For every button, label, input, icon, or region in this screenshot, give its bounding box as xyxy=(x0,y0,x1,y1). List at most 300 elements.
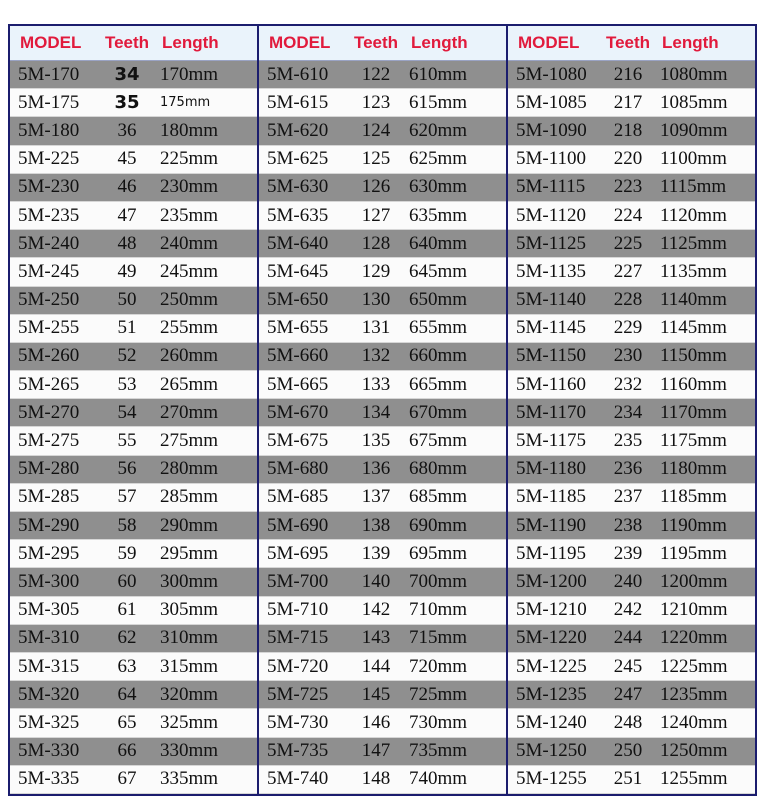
length-cell: 730mm xyxy=(409,711,468,733)
teeth-cell: 225 xyxy=(613,232,643,254)
table-row xyxy=(10,568,257,596)
teeth-cell: 234 xyxy=(613,401,643,423)
teeth-cell: 220 xyxy=(613,148,643,170)
length-cell: 225mm xyxy=(160,148,219,170)
teeth-cell: 216 xyxy=(613,63,643,85)
teeth-cell: 224 xyxy=(613,204,643,226)
teeth-cell: 148 xyxy=(361,768,391,790)
teeth-cell: 59 xyxy=(117,542,137,564)
length-cell: 610mm xyxy=(409,63,468,85)
model-cell: 5M-285 xyxy=(18,486,80,508)
table-row xyxy=(259,287,506,315)
length-cell: 300mm xyxy=(160,570,219,592)
table-row xyxy=(10,230,257,258)
teeth-cell: 140 xyxy=(361,570,391,592)
teeth-cell: 47 xyxy=(117,204,137,226)
table-row xyxy=(10,456,257,484)
model-cell: 5M-1190 xyxy=(516,514,587,536)
table-row xyxy=(259,399,506,427)
teeth-cell: 232 xyxy=(613,373,643,395)
model-cell: 5M-275 xyxy=(18,430,80,452)
model-cell: 5M-225 xyxy=(18,148,80,170)
teeth-cell: 146 xyxy=(361,711,391,733)
table-row xyxy=(10,709,257,737)
length-cell: 715mm xyxy=(409,627,468,649)
teeth-cell: 133 xyxy=(361,373,391,395)
teeth-cell: 57 xyxy=(117,486,137,508)
model-cell: 5M-690 xyxy=(267,514,329,536)
table-header xyxy=(508,26,755,61)
length-cell: 615mm xyxy=(409,91,468,113)
length-cell: 330mm xyxy=(160,740,219,762)
table-row xyxy=(259,315,506,343)
teeth-cell: 217 xyxy=(613,91,643,113)
length-cell: 685mm xyxy=(409,486,468,508)
length-cell: 310mm xyxy=(160,627,219,649)
model-cell: 5M-675 xyxy=(267,430,329,452)
model-cell: 5M-305 xyxy=(18,599,80,621)
length-cell: 1210mm xyxy=(660,599,728,621)
model-cell: 5M-650 xyxy=(267,289,329,311)
table-row xyxy=(259,512,506,540)
table-body xyxy=(259,61,506,794)
teeth-cell: 124 xyxy=(361,119,391,141)
length-cell: 1170mm xyxy=(660,401,727,423)
length-cell: 690mm xyxy=(409,514,468,536)
table-row xyxy=(508,540,755,568)
table-row xyxy=(10,146,257,174)
model-cell: 5M-1150 xyxy=(516,345,587,367)
teeth-cell: 228 xyxy=(613,289,643,311)
table-row xyxy=(259,371,506,399)
length-cell: 315mm xyxy=(160,655,219,677)
table-row xyxy=(10,202,257,230)
length-cell: 700mm xyxy=(409,570,468,592)
table-row xyxy=(10,427,257,455)
teeth-cell: 238 xyxy=(613,514,643,536)
table-row xyxy=(259,766,506,794)
model-cell: 5M-730 xyxy=(267,711,329,733)
length-cell: 1135mm xyxy=(660,260,727,282)
teeth-cell: 61 xyxy=(117,599,137,621)
teeth-cell: 136 xyxy=(361,458,391,480)
length-cell: 1100mm xyxy=(660,148,727,170)
teeth-cell: 45 xyxy=(117,148,137,170)
length-cell: 675mm xyxy=(409,430,468,452)
model-cell: 5M-720 xyxy=(267,655,329,677)
model-cell: 5M-1125 xyxy=(516,232,587,254)
model-cell: 5M-280 xyxy=(18,458,80,480)
table-row xyxy=(508,174,755,202)
table-row xyxy=(508,258,755,286)
teeth-cell: 143 xyxy=(361,627,391,649)
teeth-cell: 237 xyxy=(613,486,643,508)
teeth-cell: 50 xyxy=(117,289,137,311)
model-cell: 5M-170 xyxy=(18,63,80,85)
teeth-cell: 130 xyxy=(361,289,391,311)
teeth-cell: 145 xyxy=(361,683,391,705)
model-cell: 5M-315 xyxy=(18,655,80,677)
table-row xyxy=(10,399,257,427)
length-cell: 1235mm xyxy=(660,683,728,705)
length-cell: 630mm xyxy=(409,176,468,198)
model-cell: 5M-1160 xyxy=(516,373,587,395)
length-cell: 720mm xyxy=(409,655,468,677)
table-row xyxy=(10,625,257,653)
teeth-cell: 127 xyxy=(361,204,391,226)
table-row xyxy=(259,117,506,145)
teeth-cell: 138 xyxy=(361,514,391,536)
table-row xyxy=(259,343,506,371)
belt-size-table xyxy=(8,24,757,796)
model-cell: 5M-1175 xyxy=(516,430,587,452)
table-row xyxy=(259,258,506,286)
table-row xyxy=(508,597,755,625)
table-row xyxy=(508,399,755,427)
model-cell: 5M-740 xyxy=(267,768,329,790)
model-cell: 5M-300 xyxy=(18,570,80,592)
length-cell: 640mm xyxy=(409,232,468,254)
table-row xyxy=(259,61,506,89)
table-row xyxy=(259,484,506,512)
teeth-cell: 67 xyxy=(117,768,137,790)
teeth-cell: 242 xyxy=(613,599,643,621)
table-row xyxy=(10,484,257,512)
teeth-cell: 236 xyxy=(613,458,643,480)
teeth-cell: 36 xyxy=(117,119,137,141)
model-cell: 5M-645 xyxy=(267,260,329,282)
table-row xyxy=(508,484,755,512)
length-cell: 635mm xyxy=(409,204,468,226)
table-header xyxy=(259,26,506,61)
header-teeth: Teeth xyxy=(104,33,150,52)
teeth-cell: 128 xyxy=(361,232,391,254)
table-row xyxy=(508,625,755,653)
teeth-cell: 125 xyxy=(361,148,391,170)
model-cell: 5M-695 xyxy=(267,542,329,564)
teeth-cell: 218 xyxy=(613,119,643,141)
table-row xyxy=(10,258,257,286)
length-cell: 250mm xyxy=(160,289,219,311)
teeth-cell: 46 xyxy=(117,176,137,198)
table-row xyxy=(10,766,257,794)
length-cell: 1150mm xyxy=(660,345,727,367)
length-cell: 1190mm xyxy=(660,514,727,536)
model-cell: 5M-230 xyxy=(18,176,80,198)
length-cell: 1220mm xyxy=(660,627,728,649)
header-length: Length xyxy=(162,33,219,52)
model-cell: 5M-710 xyxy=(267,599,329,621)
table-row xyxy=(508,287,755,315)
model-cell: 5M-1145 xyxy=(516,317,587,339)
length-cell: 290mm xyxy=(160,514,219,536)
model-cell: 5M-1090 xyxy=(516,119,587,141)
teeth-cell: 132 xyxy=(361,345,391,367)
table-row xyxy=(259,625,506,653)
length-cell: 1195mm xyxy=(660,542,727,564)
table-row xyxy=(508,343,755,371)
length-cell: 170mm xyxy=(160,63,219,85)
table-row xyxy=(10,681,257,709)
model-cell: 5M-265 xyxy=(18,373,80,395)
teeth-cell: 122 xyxy=(361,63,391,85)
table-row xyxy=(508,202,755,230)
table-row xyxy=(259,681,506,709)
table-row xyxy=(10,371,257,399)
teeth-cell: 66 xyxy=(117,740,137,762)
model-cell: 5M-1140 xyxy=(516,289,587,311)
length-cell: 1225mm xyxy=(660,655,728,677)
model-cell: 5M-1170 xyxy=(516,401,587,423)
model-cell: 5M-630 xyxy=(267,176,329,198)
teeth-cell: 123 xyxy=(361,91,391,113)
model-cell: 5M-665 xyxy=(267,373,329,395)
teeth-cell: 58 xyxy=(117,514,137,536)
model-cell: 5M-1250 xyxy=(516,740,587,762)
teeth-cell: 230 xyxy=(613,345,643,367)
model-cell: 5M-180 xyxy=(18,119,80,141)
length-cell: 305mm xyxy=(160,599,219,621)
teeth-cell: 53 xyxy=(117,373,137,395)
length-cell: 1240mm xyxy=(660,711,728,733)
length-cell: 1080mm xyxy=(660,63,728,85)
teeth-cell: 137 xyxy=(361,486,391,508)
model-cell: 5M-240 xyxy=(18,232,80,254)
model-cell: 5M-335 xyxy=(18,768,80,790)
length-cell: 230mm xyxy=(160,176,219,198)
header-model: MODEL xyxy=(20,33,82,52)
table-panel-2 xyxy=(259,26,508,794)
length-cell: 620mm xyxy=(409,119,468,141)
teeth-cell: 135 xyxy=(361,430,391,452)
length-cell: 650mm xyxy=(409,289,468,311)
table-row xyxy=(259,568,506,596)
table-row xyxy=(508,315,755,343)
model-cell: 5M-725 xyxy=(267,683,329,705)
teeth-cell: 54 xyxy=(117,401,137,423)
length-cell: 725mm xyxy=(409,683,468,705)
length-cell: 1160mm xyxy=(660,373,727,395)
model-cell: 5M-1085 xyxy=(516,91,587,113)
table-row xyxy=(508,456,755,484)
length-cell: 320mm xyxy=(160,683,219,705)
model-cell: 5M-1100 xyxy=(516,148,587,170)
model-cell: 5M-670 xyxy=(267,401,329,423)
model-cell: 5M-245 xyxy=(18,260,80,282)
teeth-cell: 56 xyxy=(117,458,137,480)
model-cell: 5M-1240 xyxy=(516,711,587,733)
teeth-cell: 64 xyxy=(117,683,137,705)
table-row xyxy=(508,653,755,681)
model-cell: 5M-330 xyxy=(18,740,80,762)
table-row xyxy=(10,315,257,343)
teeth-cell: 235 xyxy=(613,430,643,452)
length-cell: 680mm xyxy=(409,458,468,480)
table-row xyxy=(259,597,506,625)
model-cell: 5M-700 xyxy=(267,570,329,592)
table-row xyxy=(508,512,755,540)
table-row xyxy=(508,89,755,117)
teeth-cell: 62 xyxy=(117,627,137,649)
teeth-cell: 250 xyxy=(613,740,643,762)
table-row xyxy=(10,287,257,315)
table-row xyxy=(10,597,257,625)
model-cell: 5M-1225 xyxy=(516,655,587,677)
table-row xyxy=(508,568,755,596)
model-cell: 5M-685 xyxy=(267,486,329,508)
length-cell: 645mm xyxy=(409,260,468,282)
model-cell: 5M-655 xyxy=(267,317,329,339)
header-length: Length xyxy=(662,33,719,52)
model-cell: 5M-680 xyxy=(267,458,329,480)
model-cell: 5M-175 xyxy=(18,91,80,113)
model-cell: 5M-255 xyxy=(18,317,80,339)
length-cell: 1175mm xyxy=(660,430,727,452)
teeth-cell: 49 xyxy=(117,260,137,282)
length-cell: 1140mm xyxy=(660,289,727,311)
table-panel-3 xyxy=(508,26,755,794)
table-row xyxy=(10,61,257,89)
table-row xyxy=(508,427,755,455)
table-row xyxy=(259,540,506,568)
model-cell: 5M-235 xyxy=(18,204,80,226)
length-cell: 285mm xyxy=(160,486,219,508)
model-cell: 5M-1195 xyxy=(516,542,587,564)
teeth-cell: 147 xyxy=(361,740,391,762)
length-cell: 325mm xyxy=(160,711,219,733)
length-cell: 335mm xyxy=(160,768,219,790)
length-cell: 625mm xyxy=(409,148,468,170)
teeth-cell: 35 xyxy=(114,92,140,114)
model-cell: 5M-1220 xyxy=(516,627,587,649)
length-cell: 1185mm xyxy=(660,486,727,508)
length-cell: 655mm xyxy=(409,317,468,339)
header-length: Length xyxy=(411,33,468,52)
table-row xyxy=(508,709,755,737)
length-cell: 260mm xyxy=(160,345,219,367)
length-cell: 270mm xyxy=(160,401,219,423)
teeth-cell: 63 xyxy=(117,655,137,677)
model-cell: 5M-1200 xyxy=(516,570,587,592)
teeth-cell: 245 xyxy=(613,655,643,677)
model-cell: 5M-1135 xyxy=(516,260,587,282)
model-cell: 5M-625 xyxy=(267,148,329,170)
teeth-cell: 55 xyxy=(117,430,137,452)
model-cell: 5M-310 xyxy=(18,627,80,649)
teeth-cell: 248 xyxy=(613,711,643,733)
model-cell: 5M-620 xyxy=(267,119,329,141)
table-row xyxy=(508,230,755,258)
table-row xyxy=(259,738,506,766)
model-cell: 5M-295 xyxy=(18,542,80,564)
teeth-cell: 139 xyxy=(361,542,391,564)
model-cell: 5M-1210 xyxy=(516,599,587,621)
model-cell: 5M-325 xyxy=(18,711,80,733)
header-teeth: Teeth xyxy=(605,33,651,52)
length-cell: 265mm xyxy=(160,373,219,395)
length-cell: 180mm xyxy=(160,119,219,141)
length-cell: 255mm xyxy=(160,317,219,339)
model-cell: 5M-270 xyxy=(18,401,80,423)
teeth-cell: 51 xyxy=(117,317,137,339)
table-body xyxy=(10,61,257,794)
length-cell: 295mm xyxy=(160,542,219,564)
length-cell: 175mm xyxy=(160,95,211,111)
teeth-cell: 244 xyxy=(613,627,643,649)
teeth-cell: 131 xyxy=(361,317,391,339)
table-row xyxy=(10,540,257,568)
table-row xyxy=(508,61,755,89)
teeth-cell: 227 xyxy=(613,260,643,282)
table-row xyxy=(259,230,506,258)
length-cell: 735mm xyxy=(409,740,468,762)
model-cell: 5M-260 xyxy=(18,345,80,367)
length-cell: 1250mm xyxy=(660,740,728,762)
length-cell: 1085mm xyxy=(660,91,728,113)
model-cell: 5M-1120 xyxy=(516,204,587,226)
model-cell: 5M-250 xyxy=(18,289,80,311)
table-row xyxy=(508,371,755,399)
length-cell: 660mm xyxy=(409,345,468,367)
teeth-cell: 240 xyxy=(613,570,643,592)
teeth-cell: 229 xyxy=(613,317,643,339)
model-cell: 5M-735 xyxy=(267,740,329,762)
teeth-cell: 239 xyxy=(613,542,643,564)
table-row xyxy=(10,89,257,117)
model-cell: 5M-1255 xyxy=(516,768,587,790)
model-cell: 5M-660 xyxy=(267,345,329,367)
table-row xyxy=(259,89,506,117)
table-row xyxy=(10,343,257,371)
model-cell: 5M-610 xyxy=(267,63,329,85)
length-cell: 275mm xyxy=(160,430,219,452)
model-cell: 5M-320 xyxy=(18,683,80,705)
length-cell: 1090mm xyxy=(660,119,728,141)
table-row xyxy=(508,738,755,766)
header-model: MODEL xyxy=(518,33,580,52)
teeth-cell: 34 xyxy=(114,64,140,86)
teeth-cell: 144 xyxy=(361,655,391,677)
length-cell: 1255mm xyxy=(660,768,728,790)
teeth-cell: 251 xyxy=(613,768,643,790)
length-cell: 235mm xyxy=(160,204,219,226)
table-body xyxy=(508,61,755,794)
length-cell: 665mm xyxy=(409,373,468,395)
table-row xyxy=(259,202,506,230)
length-cell: 1120mm xyxy=(660,204,727,226)
table-row xyxy=(10,738,257,766)
teeth-cell: 247 xyxy=(613,683,643,705)
model-cell: 5M-1235 xyxy=(516,683,587,705)
teeth-cell: 65 xyxy=(117,711,137,733)
teeth-cell: 129 xyxy=(361,260,391,282)
teeth-cell: 60 xyxy=(117,570,137,592)
length-cell: 1115mm xyxy=(660,176,727,198)
length-cell: 1200mm xyxy=(660,570,728,592)
header-model: MODEL xyxy=(269,33,331,52)
length-cell: 670mm xyxy=(409,401,468,423)
table-row xyxy=(10,174,257,202)
table-row xyxy=(259,427,506,455)
table-row xyxy=(259,653,506,681)
model-cell: 5M-1115 xyxy=(516,176,586,198)
length-cell: 280mm xyxy=(160,458,219,480)
table-panel-1 xyxy=(10,26,259,794)
table-row xyxy=(259,146,506,174)
length-cell: 245mm xyxy=(160,260,219,282)
length-cell: 740mm xyxy=(409,768,468,790)
length-cell: 1180mm xyxy=(660,458,727,480)
